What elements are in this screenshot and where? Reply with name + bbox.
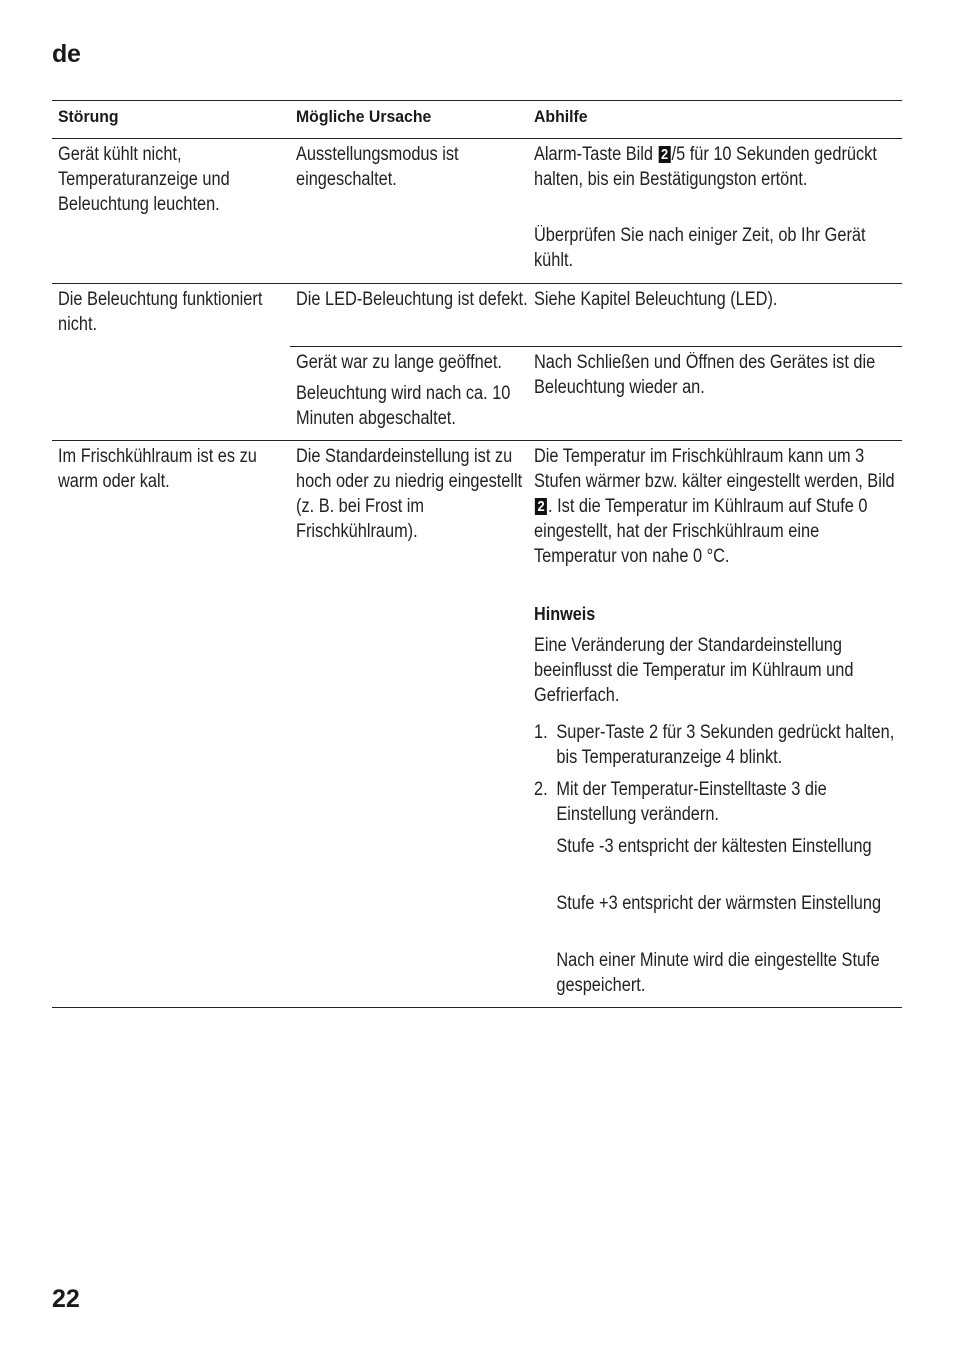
remedy-text-start: Die Temperatur im Frischkühlraum kann um 3 Stufen wärmer bzw. kälter eingestellt werden, Bild xyxy=(534,446,895,492)
table-row xyxy=(52,139,902,284)
cause-text: Ausstellungsmodus ist eingeschaltet. xyxy=(296,144,459,190)
sub-row-divider xyxy=(290,346,902,347)
fault-text: Im Frischkühlraum ist es zu warm oder kalt. xyxy=(58,446,257,492)
column-header-cause: Mögliche Ursache xyxy=(296,107,432,126)
cause-text: Die Standardeinstellung ist zu hoch oder zu niedrig eingestellt (z. B. bei Frost im Frischkühlraum). xyxy=(296,446,523,542)
figure-reference-badge: 2 xyxy=(658,146,670,163)
cause-text: Die LED-Beleuchtung ist defekt. xyxy=(296,289,528,310)
troubleshooting-table xyxy=(52,100,902,1008)
language-label: de xyxy=(52,40,81,68)
step-note-text: Nach einer Minute wird die eingestellte Stufe gespeichert. xyxy=(556,950,880,996)
table-row xyxy=(52,284,902,441)
figure-reference-badge: 2 xyxy=(535,498,547,515)
table-row xyxy=(52,441,902,1008)
cause-detail-text: Beleuchtung wird nach ca. 10 Minuten abgeschaltet. xyxy=(296,383,511,429)
fault-text: Gerät kühlt nicht, Temperaturanzeige und Beleuchtung leuchten. xyxy=(58,144,230,215)
step-note-text: Stufe -3 entspricht der kältesten Einstellung xyxy=(556,836,872,857)
cause-text: Gerät war zu lange geöffnet. xyxy=(296,352,502,373)
fault-text: Die Beleuchtung funktioniert nicht. xyxy=(58,289,263,335)
step-note-text: Stufe +3 entspricht der wärmsten Einstellung xyxy=(556,893,882,914)
remedy-text-end: . Ist die Temperatur im Kühlraum auf Stufe 0 eingestellt, hat der Frischkühlraum eine Temperatur von nahe 0 °C. xyxy=(534,496,868,567)
remedy-text xyxy=(534,444,904,569)
remedy-text xyxy=(534,142,904,192)
remedy-text: Siehe Kapitel Beleuchtung (LED). xyxy=(534,289,778,310)
column-header-remedy: Abhilfe xyxy=(534,107,588,126)
note-heading: Hinweis xyxy=(534,604,596,624)
remedy-text-start: Alarm-Taste Bild xyxy=(534,144,658,165)
step-number: 1. xyxy=(534,722,548,743)
step-text: Super-Taste 2 für 3 Sekunden gedrückt halten, bis Temperaturanzeige 4 blinkt. xyxy=(556,722,895,768)
table-header-row xyxy=(52,101,902,139)
remedy-check-text: Überprüfen Sie nach einiger Zeit, ob Ihr Gerät kühlt. xyxy=(534,225,866,271)
step-text: Mit der Temperatur-Einstelltaste 3 die Einstellung verändern. xyxy=(556,779,827,825)
step-number: 2. xyxy=(534,779,548,800)
column-header-fault: Störung xyxy=(58,107,119,126)
remedy-text-end: /5 für 10 Sekunden gedrückt halten, bis ein Bestätigungston ertönt. xyxy=(534,144,877,190)
note-text: Eine Veränderung der Standardeinstellung beeinflusst die Temperatur im Kühlraum und Gefrierfach. xyxy=(534,635,854,706)
remedy-text: Nach Schließen und Öffnen des Gerätes ist die Beleuchtung wieder an. xyxy=(534,352,876,398)
page-number: 22 xyxy=(52,1285,80,1313)
